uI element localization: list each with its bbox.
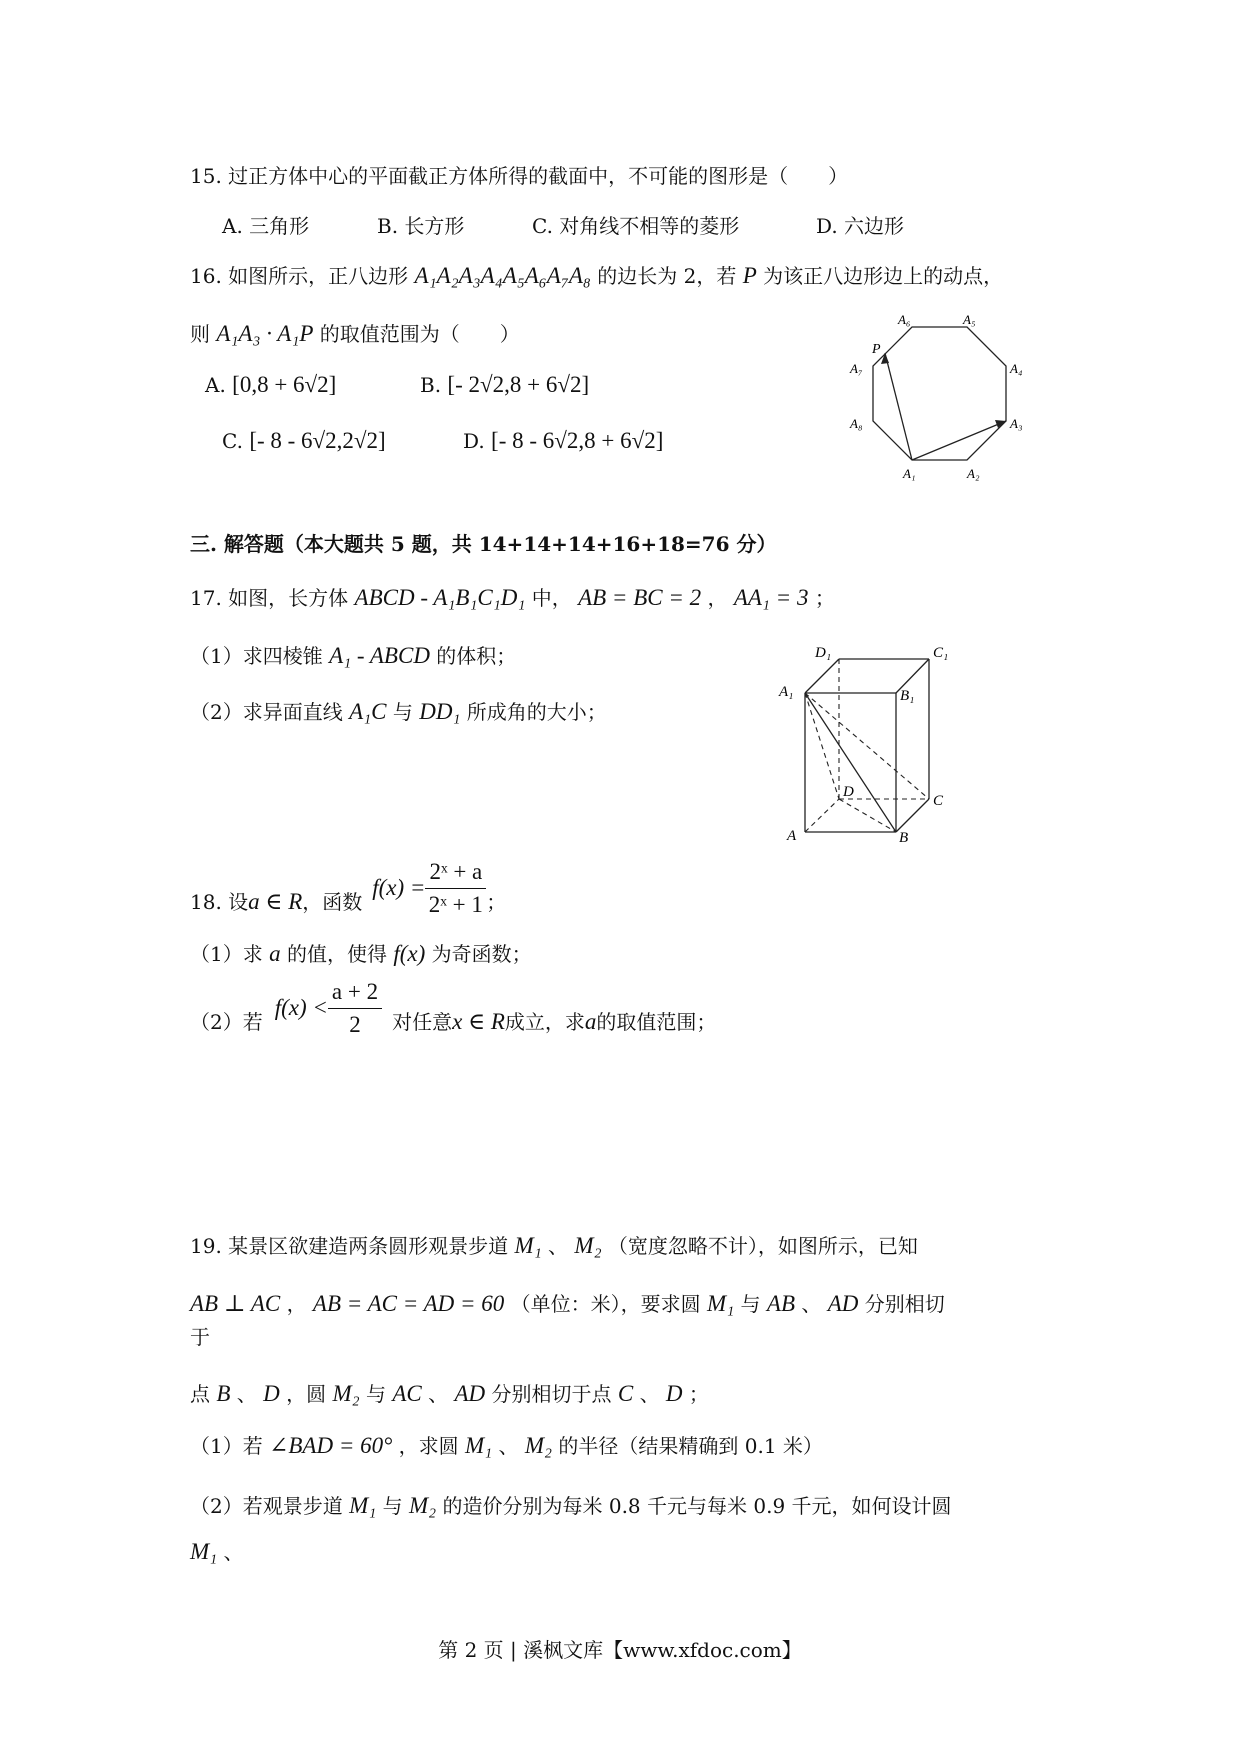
q16-line2-suffix: 的取值范围为（ ） — [319, 322, 520, 346]
q19-l2-c2: AB = AC = AD = 60 — [312, 1291, 505, 1316]
q17-part1 — [190, 642, 516, 670]
label-a5: A₅ — [963, 315, 976, 327]
label-d1: D₁ — [815, 645, 832, 661]
q19-line1 — [190, 1232, 918, 1260]
q18-p1-prefix: （1）求 — [190, 942, 263, 966]
q19-l4-prefix: 点 — [190, 1382, 210, 1406]
q16-option-d-label: D. — [463, 429, 485, 453]
label-a6: A₆ — [898, 315, 911, 327]
q19-l2-ab: AB — [766, 1291, 796, 1316]
q19-l4-mid: ，圆 — [286, 1382, 327, 1406]
q16-stem — [190, 262, 1003, 290]
q16-line2-prefix: 则 — [190, 322, 210, 346]
q19-l2-c1: AB ⊥ AC — [190, 1291, 281, 1316]
q19-l4-b: B — [216, 1381, 231, 1406]
q19-p1-mid: ，求圆 — [398, 1434, 459, 1458]
q19-part1 — [190, 1432, 823, 1460]
q19-p1-suffix: 的半径（结果精确到 0.1 米） — [558, 1434, 823, 1458]
q16-line2 — [190, 320, 520, 348]
q16-option-b-value: [- 2√2,8 + 6√2] — [447, 372, 590, 397]
q19-p1-m1: M₁ — [465, 1433, 493, 1458]
q19-l4-sep2: 、 — [428, 1382, 449, 1406]
q17-p1-suffix: 的体积； — [436, 644, 517, 668]
q18-p2-prefix: （2）若 — [190, 1010, 263, 1035]
q18-p2-mid: 对任意 — [392, 1010, 453, 1035]
q18-p2-denominator: 2 — [349, 1011, 361, 1037]
q18-f-lhs: f(x) = — [372, 875, 426, 901]
q18-p2-mid2: 成立，求 — [504, 1010, 585, 1035]
q19-m2: M₂ — [574, 1233, 602, 1258]
q18-p2-a: a — [584, 1009, 597, 1035]
segment-a1c — [805, 693, 929, 799]
q18-part2 — [190, 978, 716, 1038]
q19-l4-mid2: 与 — [366, 1382, 386, 1406]
q19-l1-prefix: 19. 某景区欲建造两条圆形观景步道 — [190, 1234, 509, 1258]
q19-l4-m2: M₂ — [332, 1381, 360, 1406]
label-a1: A₁ — [903, 466, 916, 481]
q19-line3: 于 — [190, 1325, 210, 1349]
q18-p2-cond: x ∈ R — [452, 1009, 505, 1035]
q16-option-c-label: C. — [222, 429, 243, 453]
label-b: B — [899, 830, 909, 846]
q16-stem-suffix: 为该正八边形边上的动点， — [763, 264, 1004, 288]
q18-p2-numerator: a + 2 — [328, 978, 382, 1009]
label-a8: A₈ — [850, 416, 863, 431]
q17-p2-prefix: （2）求异面直线 — [190, 700, 343, 724]
q16-option-c-value: [- 8 - 6√2,2√2] — [249, 428, 386, 453]
q18-part1 — [190, 940, 532, 968]
label-b1: B₁ — [900, 688, 915, 704]
q16-stem-prefix: 16. 如图所示，正八边形 — [190, 264, 409, 288]
segment-a1b — [805, 693, 896, 832]
segment-a1d — [805, 693, 839, 799]
q19-p2-m1: M₁ — [349, 1493, 377, 1518]
q15-option-a: A. 三角形 — [222, 214, 310, 238]
q18-end: ； — [486, 890, 507, 915]
q18-stem-mid: ，函数 — [302, 890, 363, 915]
q19-p2-prefix: （2）若观景步道 — [190, 1494, 343, 1518]
q18-p1-a: a — [269, 941, 281, 966]
edge-bc — [896, 799, 929, 832]
q19-l4-d: D — [263, 1381, 280, 1406]
q15-option-d: D. 六边形 — [816, 214, 905, 238]
q17-stem-mid: 中， — [531, 586, 572, 610]
label-a3: A₃ — [1010, 416, 1023, 431]
q19-l1-sep: 、 — [548, 1234, 569, 1258]
q16-option-b-label: B. — [420, 373, 442, 397]
q18-stem-prefix: 18. 设 — [190, 890, 249, 915]
q19-p1-angle: ∠BAD = 60° — [269, 1433, 393, 1458]
q19-l2-mid2: 与 — [740, 1292, 761, 1316]
q19-l1-suffix: （宽度忽略不计），如图所示，已知 — [607, 1234, 918, 1258]
edge-a1d1 — [805, 659, 839, 693]
q17-cond2: AA₁ = 3 — [733, 585, 809, 610]
q19-part2-line2 — [190, 1538, 244, 1566]
q19-l4-ad: AD — [454, 1381, 486, 1406]
q16-option-d-value: [- 8 - 6√2,8 + 6√2] — [491, 428, 664, 453]
octagon-outline — [873, 327, 1006, 460]
q17-cond1: AB = BC = 2 — [578, 585, 702, 610]
q18-cond: a ∈ R — [248, 889, 303, 915]
q19-part2 — [190, 1492, 952, 1520]
q19-l2-ad: AD — [827, 1291, 859, 1316]
q18-p2-lhs: f(x) < — [274, 995, 328, 1021]
q19-line2 — [190, 1290, 945, 1318]
q18-f-numerator: 2ˣ + a — [425, 858, 486, 889]
q17-p1-prefix: （1）求四棱锥 — [190, 644, 323, 668]
q19-p1-sep: 、 — [498, 1434, 519, 1458]
q19-p2-m2: M₂ — [408, 1493, 437, 1518]
q15-option-b: B. 长方形 — [377, 214, 465, 238]
label-a7: A₇ — [850, 361, 863, 376]
q15-stem: 15. 过正方体中心的平面截正方体所得的截面中，不可能的图形是（ ） — [190, 164, 849, 188]
label-c: C — [933, 793, 944, 809]
q19-l2-mid: （单位：米），要求圆 — [510, 1292, 701, 1316]
q16-option-b — [420, 372, 589, 398]
q17-stem — [190, 584, 835, 612]
q18-f-fraction — [425, 858, 486, 918]
label-p: P — [872, 342, 881, 357]
q19-line4 — [190, 1380, 709, 1408]
section3-title: 三. 解答题（本大题共 5 题，共 14+14+14+16+18=76 分） — [190, 532, 777, 556]
q18-stem — [190, 858, 506, 918]
q16-stem-mid: 的边长为 2，若 — [597, 264, 737, 288]
q17-p2-e2: DD₁ — [419, 699, 461, 724]
label-c1: C₁ — [933, 645, 949, 661]
q19-p1-m2: M₂ — [524, 1433, 553, 1458]
q16-option-c — [222, 428, 386, 454]
q16-point-p: P — [742, 263, 757, 288]
q17-p1-expr: A₁ - ABCD — [329, 643, 430, 668]
q16-option-a — [205, 372, 336, 398]
q17-end: ； — [814, 586, 835, 610]
q19-l4-end: ； — [688, 1382, 709, 1406]
q19-p2-suffix: 的造价分别为每米 0.8 千元与每米 0.9 千元，如何设计圆 — [442, 1494, 952, 1518]
q18-p1-suffix: 为奇函数； — [431, 942, 532, 966]
q19-l4-mid3: 分别相切于点 — [491, 1382, 612, 1406]
q18-p2-suffix: 的取值范围； — [596, 1010, 717, 1035]
q19-p1-prefix: （1）若 — [190, 1434, 263, 1458]
q19-p2-l2-m1: M₁ — [190, 1539, 218, 1564]
q15-option-c: C. 对角线不相等的菱形 — [532, 214, 740, 238]
arrowhead-p — [881, 353, 889, 364]
q19-l2-suffix: 分别相切 — [864, 1292, 945, 1316]
edge-ad — [805, 799, 839, 832]
label-a: A — [787, 828, 797, 844]
q17-stem-prefix: 17. 如图，长方体 — [190, 586, 349, 610]
q16-option-a-label: A. — [205, 373, 226, 397]
q17-sep: ， — [707, 586, 728, 610]
q18-f-denominator: 2ˣ + 1 — [428, 891, 483, 917]
q19-l4-ac: AC — [392, 1381, 422, 1406]
q17-part2 — [190, 698, 607, 726]
q17-p2-e1: A₁C — [349, 699, 387, 724]
q19-m1: M₁ — [514, 1233, 542, 1258]
label-a2: A₂ — [967, 466, 980, 481]
q19-l4-c: C — [617, 1381, 634, 1406]
label-d: D — [843, 784, 854, 800]
segment-db — [839, 799, 896, 832]
q19-p2-l2-end: 、 — [223, 1540, 244, 1564]
q19-l4-d2: D — [665, 1381, 683, 1406]
q19-l2-sep2: 、 — [801, 1292, 822, 1316]
q16-option-a-value: [0,8 + 6√2] — [232, 372, 337, 397]
q19-l2-sep: ， — [286, 1292, 307, 1316]
q17-p2-mid: 与 — [392, 700, 413, 724]
cuboid-figure — [775, 640, 975, 855]
q16-dot-expression: A₁A₃ · A₁P — [216, 321, 314, 346]
label-a4: A₄ — [1010, 361, 1023, 376]
q19-l4-sep: 、 — [236, 1382, 257, 1406]
q18-p1-f: f(x) — [393, 941, 426, 966]
q17-p2-suffix: 所成角的大小； — [466, 700, 607, 724]
octagon-figure — [840, 315, 1040, 485]
vector-a1a3 — [912, 421, 1006, 460]
q19-l2-m1: M₁ — [707, 1291, 735, 1316]
q16-option-d — [463, 428, 663, 454]
q18-p2-fraction — [328, 978, 382, 1038]
q19-p2-mid: 与 — [382, 1494, 403, 1518]
q18-p1-mid: 的值，使得 — [286, 942, 387, 966]
q19-l4-sep3: 、 — [639, 1382, 660, 1406]
page-footer: 第 2 页 | 溪枫文库【www.xfdoc.com】 — [438, 1638, 802, 1662]
q17-solid-expr: ABCD - A₁B₁C₁D₁ — [354, 585, 526, 610]
q16-octagon-expr: A₁A₂A₃A₄A₅A₆A₇A₈ — [414, 263, 591, 288]
vector-a1p — [885, 353, 912, 460]
label-a1: A₁ — [779, 684, 794, 700]
